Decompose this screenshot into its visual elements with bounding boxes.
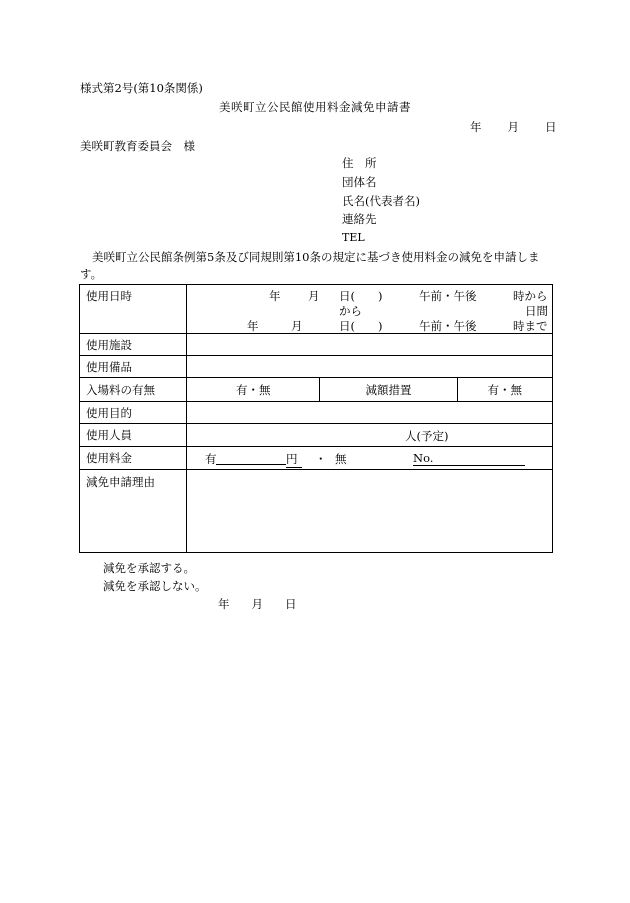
applicant-organization-label: 団体名 [342,175,377,189]
end-month: 月 [291,319,303,333]
admission-row [187,378,553,402]
date-month: 月 [507,120,519,134]
deny-text: 減免を承認しない。 [103,579,207,593]
purpose-field[interactable] [187,402,553,424]
form-number: 様式第2号(第10条関係) [80,81,203,95]
reduction-yes-no[interactable]: 有・無 [487,382,523,397]
document-title: 美咲町立公民館使用料金減免申請書 [219,100,411,114]
approve-text: 減免を承認する。 [103,561,195,575]
fee-yen: 円 [286,451,302,468]
fee-no: 無 [335,452,347,466]
intro-text: 美咲町立公民館条例第5条及び同規則第10条の規定に基づき使用料金の減免を申請します。 [80,250,540,281]
admission-label: 入場料の有無 [80,378,187,402]
applicant-name-label: 氏名(代表者名) [342,194,420,208]
fee-yes: 有 [205,452,217,466]
people-unit: 人(予定) [405,429,449,443]
addressee: 美咲町教育委員会 様 [80,139,195,153]
people-label: 使用人員 [80,424,187,447]
purpose-label: 使用目的 [80,402,187,424]
application-table [79,284,553,553]
fee-number-field[interactable] [413,451,525,466]
approval-date [218,598,297,612]
facility-label: 使用施設 [80,334,187,356]
application-date [470,121,557,135]
applicant-tel-label: TEL [342,231,365,244]
date-year: 年 [470,120,482,134]
days-text: 日間 [525,304,548,318]
date-day: 日 [545,120,557,134]
end-ampm: 午前・午後 [419,319,477,333]
end-day: 日( ) [339,319,383,333]
fee-field[interactable] [187,447,553,470]
approval-date-month: 月 [251,597,263,611]
reduction-label: 減額措置 [320,378,457,401]
start-year: 年 [269,289,281,303]
equipment-label: 使用備品 [80,356,187,378]
usage-datetime-cell[interactable] [187,285,553,334]
start-day: 日( ) [339,289,383,303]
equipment-field[interactable] [187,356,553,378]
people-field[interactable] [187,424,553,447]
kara-text: から [339,304,362,318]
usage-datetime-label: 使用日時 [80,285,187,334]
fee-amount-line[interactable] [216,451,286,465]
end-year: 年 [247,319,259,333]
facility-field[interactable] [187,334,553,356]
approval-date-day: 日 [285,597,297,611]
fee-dot: ・ [315,452,327,466]
reason-label: 減免申請理由 [80,470,187,553]
approval-date-year: 年 [218,597,230,611]
applicant-address-label: 住 所 [342,156,377,170]
fee-number-label: No. [413,451,434,465]
reason-field[interactable] [187,470,553,553]
start-time: 時から [513,289,548,303]
start-month: 月 [308,289,320,303]
applicant-contact-label: 連絡先 [342,212,377,226]
admission-yes-no[interactable]: 有・無 [187,378,320,401]
end-time: 時まで [513,319,548,333]
fee-label: 使用料金 [80,447,187,470]
start-ampm: 午前・午後 [419,289,477,303]
